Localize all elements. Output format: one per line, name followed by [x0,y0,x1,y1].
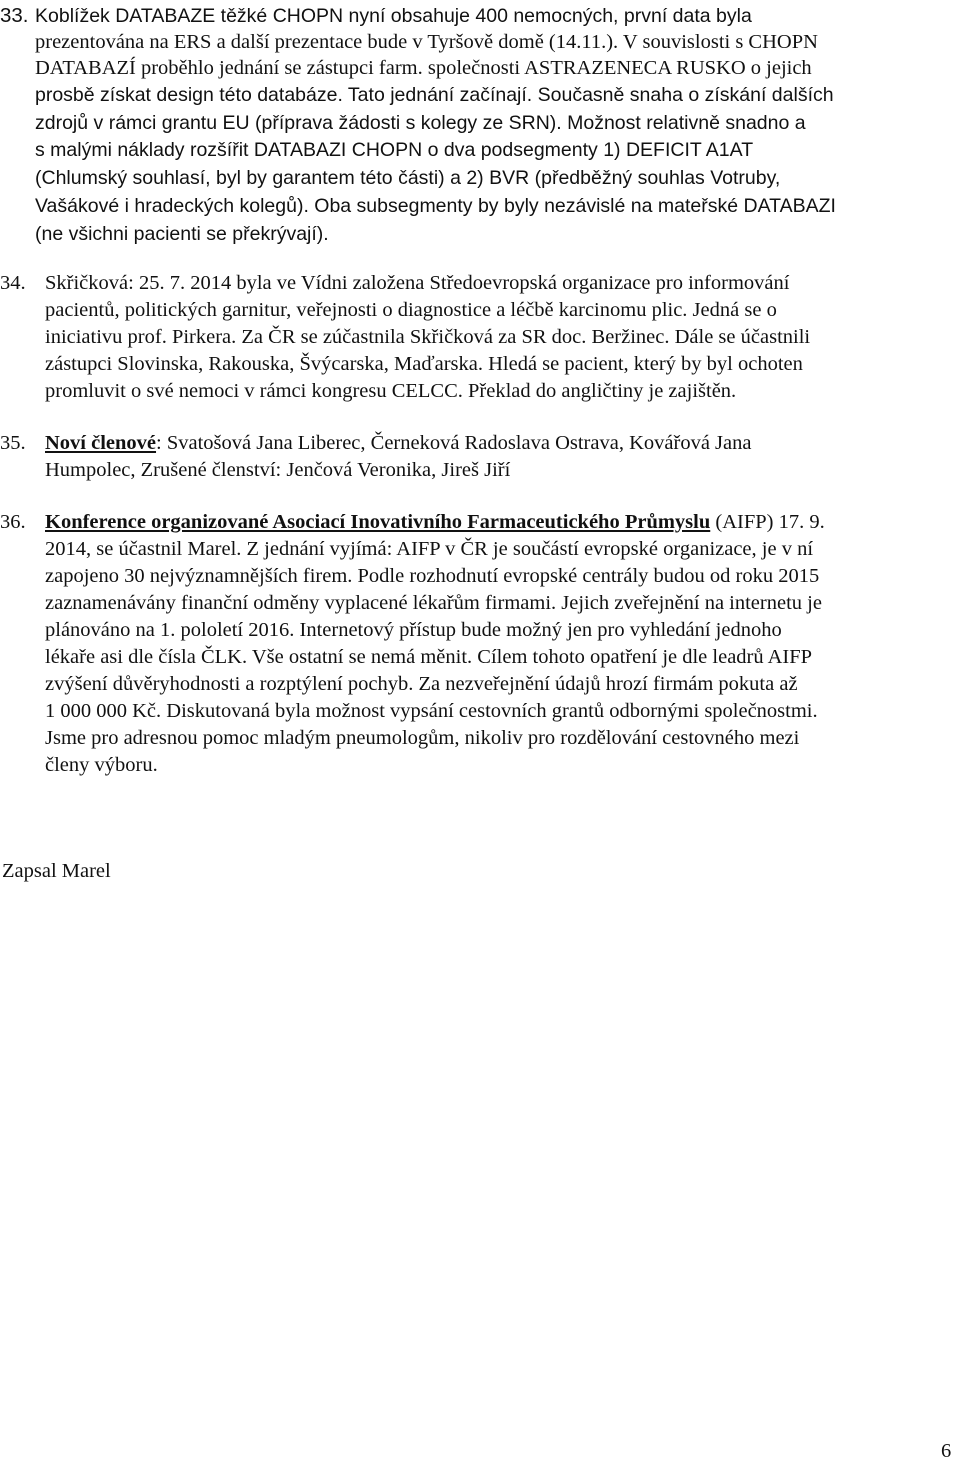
signature: Zapsal Marel [2,860,111,882]
paragraph-line: iniciativu prof. Pirkera. Za ČR se zúčastnila Skřičková za SR doc. Beržinec. Dále se účastnili [45,326,811,348]
paragraph-line: Jsme pro adresnou pomoc mladým pneumologům, nikoliv pro rozdělování cestovného mezi [45,727,800,749]
section-number: 35. [0,432,26,454]
paragraph-line [45,430,751,456]
section-heading: Noví členové [45,432,157,454]
paragraph-line: (Chlumský souhlasí, byl by garantem této části) a 2) BVR (předběžný souhlas Votruby, [35,167,781,189]
paragraph-line: promluvit o své nemoci v rámci kongresu CELCC. Překlad do angličtiny je zajištěn. [45,380,737,402]
heading-continuation: : Svatošová Jana Liberec, Černeková Radoslava Ostrava, Kovářová Jana [156,432,752,454]
paragraph-line: zaznamenávány finanční odměny vyplacené lékařům firmami. Jejich zveřejnění na internetu je [45,592,822,614]
paragraph-line: plánováno na 1. pololetí 2016. Internetový přístup bude možný jen pro vyhledání jednoho [45,619,782,641]
paragraph-line: DATABAZÍ proběhlo jednání se zástupci farm. společnosti ASTRAZENECA RUSKO o jejich [35,57,812,79]
paragraph-line: zapojeno 30 nejvýznamnějších firem. Podle rozhodnutí evropské centrály budou od roku 2015 [45,565,820,587]
paragraph-line: prosbě získat design této databáze. Tato jednání začínají. Současně snaha o získání dalších [35,84,834,106]
paragraph-line: prezentována na ERS a další prezentace bude v Tyršově domě (14.11.). V souvislosti s CHOPN [35,31,818,53]
paragraph-line [45,509,825,535]
section-number: 36. [0,511,26,533]
paragraph-line: Skřičková: 25. 7. 2014 byla ve Vídni založena Středoevropská organizace pro informování [45,272,790,294]
paragraph-line: zástupci Slovinska, Rakouska, Švýcarska, Maďarska. Hledá se pacient, který by byl ochoten [45,353,803,375]
paragraph-line: pacientů, politických garnitur, veřejnosti o diagnostice a léčbě karcinomu plic. Jedná se o [45,299,777,321]
paragraph-line: Koblížek DATABAZE těžké CHOPN nyní obsahuje 400 nemocných, první data byla [35,5,752,27]
section-number: 33. [0,4,29,27]
paragraph-line: zdrojů v rámci grantu EU (příprava žádosti s kolegy ze SRN). Možnost relativně snadno a [35,112,806,134]
page-number: 6 [941,1440,952,1462]
paragraph-line: 2014, se účastnil Marel. Z jednání vyjímá: AIFP v ČR je součástí evropské organizace, je v ní [45,538,814,560]
paragraph-line: zvýšení důvěryhodnosti a rozptýlení pochyb. Za nezveřejnění údajů hrozí firmám pokuta až [45,673,798,695]
paragraph-line: lékaře asi dle čísla ČLK. Vše ostatní se nemá měnit. Cílem tohoto opatření je dle leadrů AIFP [45,646,813,668]
paragraph-line: Humpolec, Zrušené členství: Jenčová Veronika, Jireš Jiří [45,459,511,481]
paragraph-line: členy výboru. [45,754,158,776]
paragraph-line: Vašákové i hradeckých kolegů). Oba subsegmenty by byly nezávislé na mateřské DATABAZI [35,195,836,217]
heading-continuation: (AIFP) 17. 9. [710,511,825,533]
section-heading: Konference organizované Asociací Inovativního Farmaceutického Průmyslu [45,511,711,533]
paragraph-line: (ne všichni pacienti se překrývají). [35,223,329,245]
section-number: 34. [0,272,26,294]
paragraph-line: 1 000 000 Kč. Diskutovaná byla možnost vypsání cestovních grantů odbornými společnostmi. [45,700,818,722]
paragraph-line: s malými náklady rozšířit DATABAZI CHOPN o dva podsegmenty 1) DEFICIT A1AT [35,139,754,161]
